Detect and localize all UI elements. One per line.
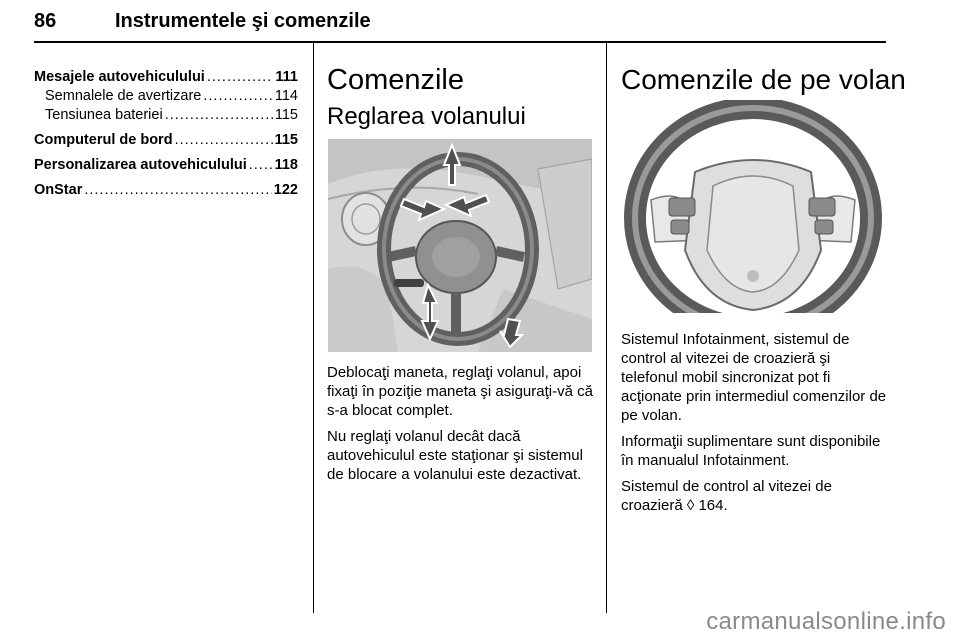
toc-entry[interactable] (34, 68, 298, 87)
toc-entry-page: 111 (275, 69, 298, 85)
toc-leader-dots (207, 68, 274, 87)
table-of-contents (34, 68, 298, 200)
section-title: Comenzile de pe volan (621, 64, 906, 95)
steering-adjustment-drawing (328, 139, 592, 352)
toc-entry-page: 115 (274, 107, 298, 123)
toc-entry-label: OnStar (34, 182, 83, 198)
crossref-page-link[interactable]: 164. (698, 497, 728, 514)
toc-entry[interactable] (34, 131, 298, 150)
column-divider (606, 43, 607, 613)
steering-controls-text (621, 330, 891, 522)
steering-adjustment-illustration (328, 139, 592, 352)
toc-entry-page: 118 (274, 157, 298, 173)
paragraph: Informaţii suplimentare sunt disponibile în manualul Infotainment. (621, 433, 881, 469)
watermark: carmanualsonline.info (706, 608, 946, 635)
toc-entry[interactable] (34, 181, 298, 200)
toc-entry-label: Tensiunea bateriei (45, 107, 163, 123)
toc-entry-label: Semnalele de avertizare (45, 88, 202, 104)
toc-entry-page: 114 (274, 88, 298, 104)
toc-entry-page: 115 (274, 132, 298, 148)
toc-leader-dots (165, 106, 273, 125)
crossref-text: Sistemul de control al vitezei de croazieră (621, 478, 832, 514)
header-rule (34, 41, 886, 43)
steering-wheel-drawing (621, 100, 885, 313)
toc-entry-label: Personalizarea autovehiculului (34, 157, 247, 173)
toc-leader-dots (249, 156, 273, 175)
paragraph: Sistemul Infotainment, sistemul de control al vitezei de croazieră şi telefonul mobil sincronizat pot fi acţionate prin intermediul comenzilor de pe volan. (621, 331, 887, 424)
section-title: Comenzile (327, 64, 464, 96)
toc-entry[interactable] (34, 106, 298, 125)
crossref-arrow-icon: ◊ (686, 497, 695, 514)
toc-entry[interactable] (34, 156, 298, 175)
toc-entry[interactable] (34, 87, 298, 106)
toc-entry-label: Mesajele autovehiculului (34, 69, 205, 85)
column-divider (313, 43, 314, 613)
toc-leader-dots (84, 181, 271, 200)
steering-adjustment-text (327, 363, 597, 491)
crossref-paragraph (621, 477, 891, 515)
toc-leader-dots (203, 87, 273, 106)
chapter-title: Instrumentele şi comenzile (115, 10, 371, 32)
toc-entry-label: Computerul de bord (34, 132, 173, 148)
paragraph: Nu reglaţi volanul decât dacă autovehiculul este staţionar şi sistemul de blocare a volanului este dezactivat. (327, 428, 583, 483)
toc-entry-page: 122 (273, 182, 298, 198)
paragraph: Deblocaţi maneta, reglaţi volanul, apoi fixaţi în poziţie maneta şi asiguraţi-vă că s-a blocat complet. (327, 364, 593, 419)
section-subtitle: Reglarea volanului (327, 103, 526, 130)
page-number: 86 (34, 10, 57, 32)
steering-wheel-controls-illustration (621, 100, 885, 313)
toc-leader-dots (175, 131, 273, 150)
